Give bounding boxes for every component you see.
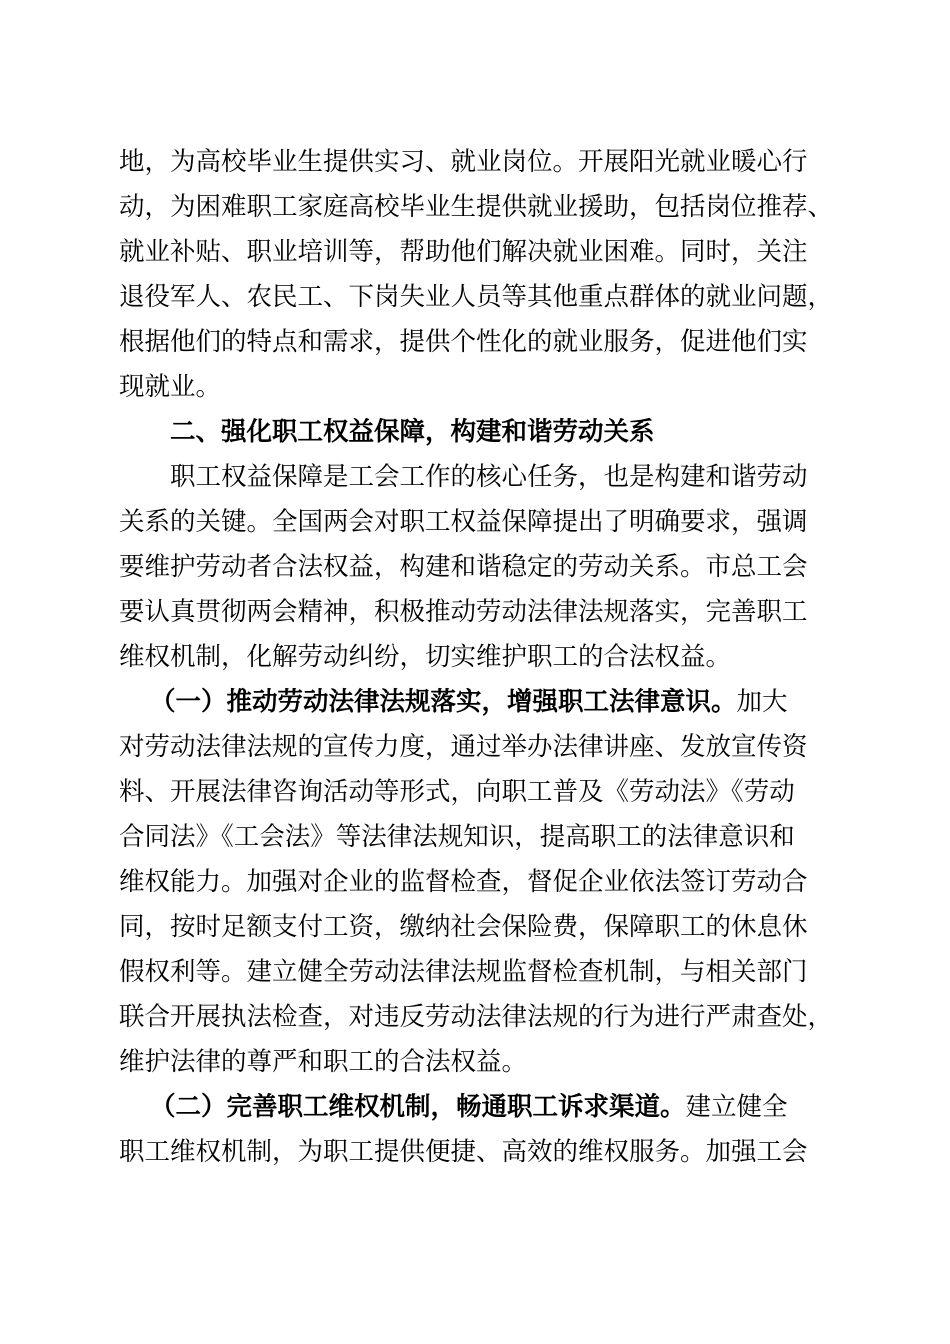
subsection-lead: （二）完善职工维权机制，畅通职工诉求渠道。 [150, 1092, 686, 1122]
body-text-line: 维护法律的尊严和职工的合法权益。 [119, 1047, 528, 1077]
body-text-line: 合同法》《工会法》等法律法规知识，提高职工的法律意识和 [119, 822, 795, 852]
subsection-first-line [150, 687, 788, 717]
body-text-line: 地，为高校毕业生提供实习、就业岗位。开展阳光就业暖心行 [119, 147, 808, 177]
body-text-line: 现就业。 [119, 372, 222, 402]
body-text-line: 职工权益保障是工会工作的核心任务，也是构建和谐劳动 [170, 462, 808, 492]
body-text-line: 维权能力。加强对企业的监督检查，督促企业依法签订劳动合 [119, 867, 808, 897]
body-text-line: 对劳动法律法规的宣传力度，通过举办法律讲座、发放宣传资 [119, 732, 808, 762]
body-text-line: 就业补贴、职业培训等，帮助他们解决就业困难。同时，关注 [119, 237, 808, 267]
body-text-line: 联合开展执法检查，对违反劳动法律法规的行为进行严肃查处， [119, 1002, 834, 1032]
body-text-line: 料、开展法律咨询活动等形式，向职工普及《劳动法》《劳动 [119, 777, 795, 807]
subsection-lead: （一）推动劳动法律法规落实，增强职工法律意识。 [150, 687, 737, 717]
subsection-text: 建立健全 [685, 1092, 788, 1122]
subsection-first-line [150, 1092, 788, 1122]
body-text-line: 维权机制，化解劳动纠纷，切实维护职工的合法权益。 [119, 642, 732, 672]
body-text-line: 根据他们的特点和需求，提供个性化的就业服务，促进他们实 [119, 327, 808, 357]
body-text-line: 要维护劳动者合法权益，构建和谐稳定的劳动关系。市总工会 [119, 552, 808, 582]
subsection-text: 加大 [736, 687, 788, 717]
body-text-line: 退役军人、农民工、下岗失业人员等其他重点群体的就业问题， [119, 282, 834, 312]
body-text-line: 要认真贯彻两会精神，积极推动劳动法律法规落实，完善职工 [119, 597, 808, 627]
body-text-line: 职工维权机制，为职工提供便捷、高效的维权服务。加强工会 [119, 1137, 808, 1167]
section-heading: 二、强化职工权益保障，构建和谐劳动关系 [170, 417, 655, 447]
body-text-line: 同，按时足额支付工资，缴纳社会保险费，保障职工的休息休 [119, 912, 808, 942]
body-text-line: 关系的关键。全国两会对职工权益保障提出了明确要求，强调 [119, 507, 808, 537]
body-text-line: 假权利等。建立健全劳动法律法规监督检查机制，与相关部门 [119, 957, 808, 987]
body-text-line: 动，为困难职工家庭高校毕业生提供就业援助，包括岗位推荐、 [119, 192, 834, 222]
